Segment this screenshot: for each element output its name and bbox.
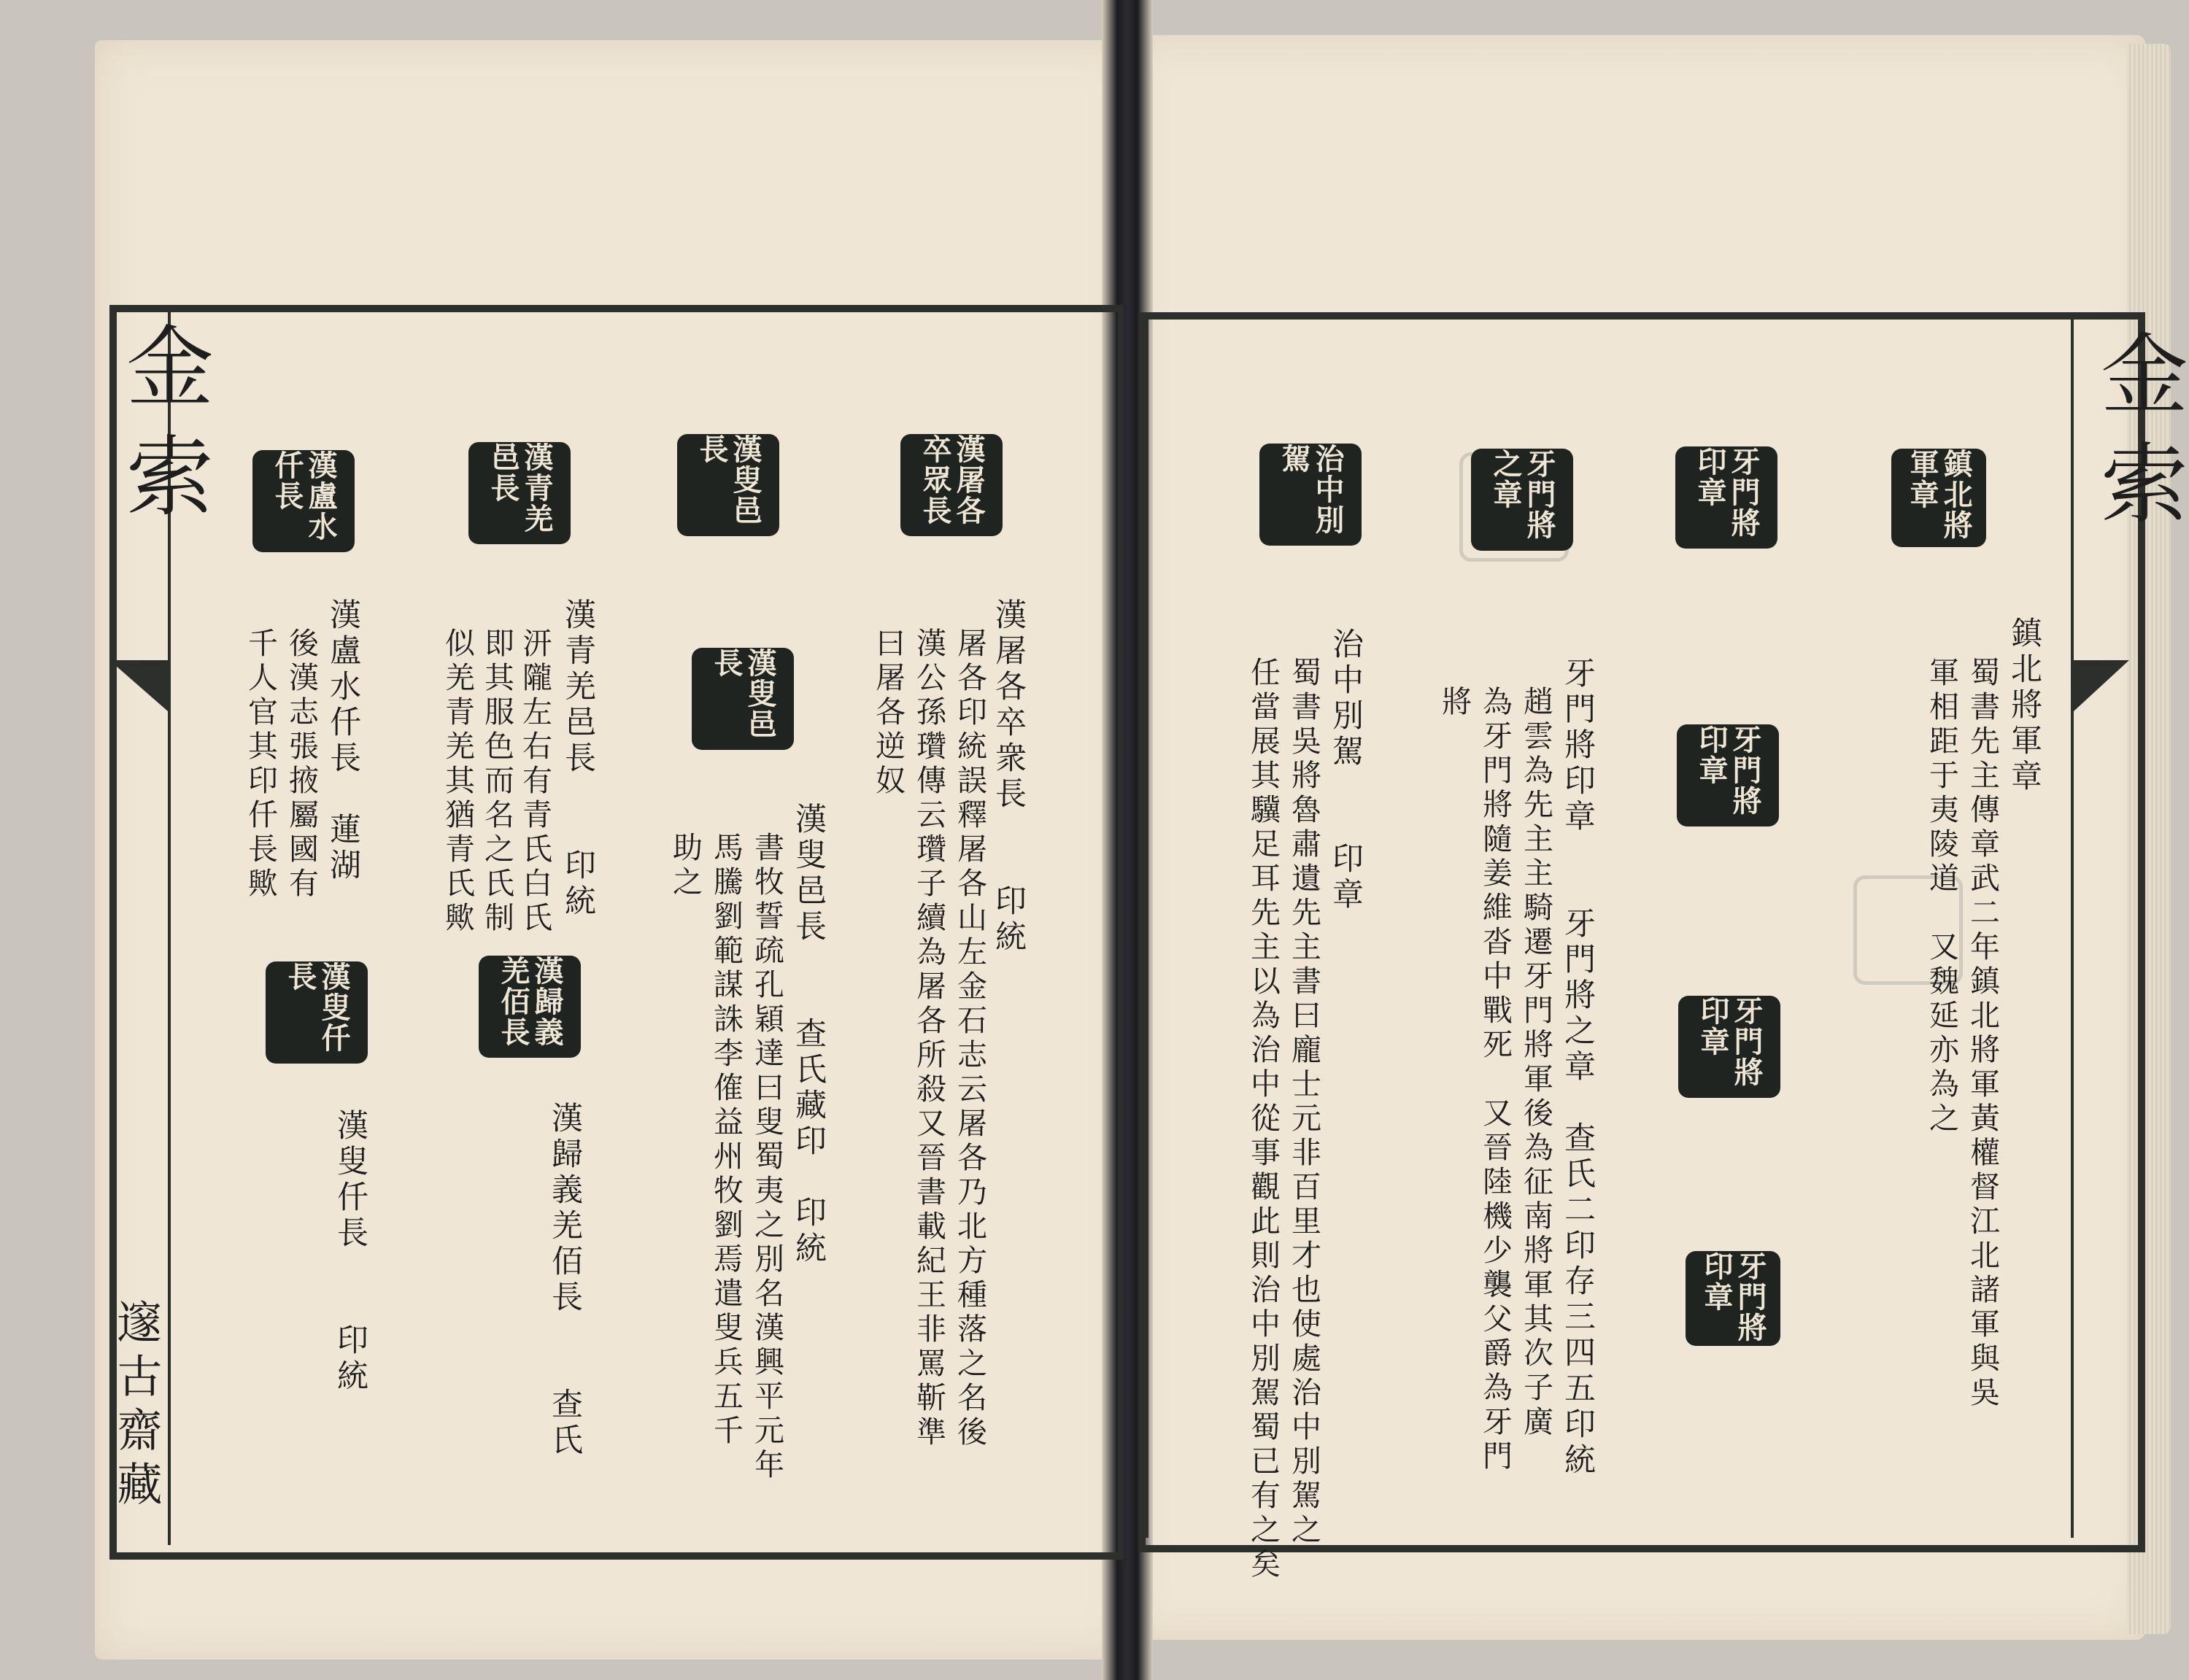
text-column: 曰屠各逆奴 bbox=[870, 627, 906, 799]
text-column: 牙門將印章 牙門將之章 查氏二印存三四五印統 bbox=[1559, 657, 1596, 1479]
text-column: 書牧誓疏孔穎達曰叟蜀夷之別名漢興平元年 bbox=[749, 832, 784, 1483]
seal-stamp: 漢屠各卒眾長 bbox=[900, 434, 1003, 536]
seal-stamp: 漢叟邑長 bbox=[677, 434, 779, 536]
text-column: 漢青羌邑長 印統 bbox=[560, 598, 596, 920]
seal-stamp: 牙門將印章 bbox=[1678, 996, 1780, 1098]
seal-stamp: 漢歸義羌佰長 bbox=[479, 956, 581, 1058]
seal-stamp: 牙門將印章 bbox=[1675, 446, 1777, 549]
text-column: 即其服色而名之氏制 bbox=[479, 627, 514, 936]
text-column: 為牙門將隨姜維沓中戰死 又晉陸機少襲父爵為牙門 bbox=[1478, 686, 1513, 1474]
text-column: 屠各印統誤釋屠各山左金石志云屠各乃北方種落之名後 bbox=[952, 627, 987, 1450]
text-column: 蜀書吳將魯肅遺先主書曰龐士元非百里才也使處治中別駕之 bbox=[1286, 657, 1321, 1548]
text-column: 任當展其驥足耳先主以為治中從事觀此則治中別駕蜀已有之矣 bbox=[1246, 657, 1281, 1582]
seal-stamp: 漢叟仟長 bbox=[266, 961, 368, 1064]
text-column: 千人官其印仟長歟 bbox=[243, 627, 278, 902]
text-column: 漢歸義羌佰長 查氏 bbox=[547, 1102, 583, 1459]
fish-tail-mark bbox=[2074, 660, 2129, 711]
seal-stamp: 牙門將之章 bbox=[1471, 449, 1573, 551]
seal-stamp: 牙門將印章 bbox=[1686, 1251, 1780, 1346]
seal-stamp: 牙門將印章 bbox=[1677, 724, 1779, 827]
seal-stamp: 漢盧水仟長 bbox=[252, 450, 355, 552]
text-column: 漢屠各卒衆長 印統 bbox=[990, 598, 1027, 956]
seal-stamp: 鎮北將軍章 bbox=[1891, 449, 1986, 547]
left-side-title: 金索 bbox=[112, 321, 213, 540]
text-column: 將 bbox=[1437, 686, 1472, 720]
seal-stamp: 漢青羌邑長 bbox=[468, 442, 571, 544]
seal-stamp: 治中別駕 bbox=[1259, 444, 1362, 546]
text-column: 漢叟仟長 印統 bbox=[332, 1109, 368, 1395]
text-column: 似羌青羌其猶青氏歟 bbox=[440, 627, 475, 936]
text-column: 漢公孫瓚傳云瓚子續為屠各所殺又晉書載紀王非罵靳準 bbox=[911, 627, 946, 1450]
right-side-title: 金索 bbox=[2086, 328, 2188, 547]
text-column: 漢叟邑長 查氏藏印 印統 bbox=[790, 802, 827, 1267]
seal-stamp: 漢叟邑長 bbox=[692, 648, 794, 750]
text-column: 後漢志張掖屬國有 bbox=[284, 627, 319, 902]
text-column: 助之 bbox=[668, 832, 703, 900]
left-collection-mark: 邃古齋藏 bbox=[109, 1298, 163, 1514]
text-column: 汧隴左右有青氏白氏 bbox=[517, 627, 552, 936]
text-column: 蜀書先主傳章武二年鎮北將軍黃權督江北諸軍與吳 bbox=[1965, 657, 2000, 1411]
text-column: 馬騰劉範謀誅李傕益州牧劉焉遣叟兵五千 bbox=[709, 832, 744, 1449]
right-margin-line bbox=[1146, 320, 1148, 1538]
text-column: 鎮北將軍章 bbox=[2006, 616, 2042, 795]
text-column: 軍相距于夷陵道 又魏延亦為之 bbox=[1924, 657, 1959, 1137]
text-column: 漢盧水仟長 蓮湖 bbox=[325, 598, 361, 884]
fish-tail-mark bbox=[109, 660, 168, 711]
text-column: 治中別駕 印章 bbox=[1327, 627, 1364, 913]
text-column: 趙雲為先主主騎遷牙門將軍後為征南將軍其次子廣 bbox=[1518, 686, 1553, 1440]
